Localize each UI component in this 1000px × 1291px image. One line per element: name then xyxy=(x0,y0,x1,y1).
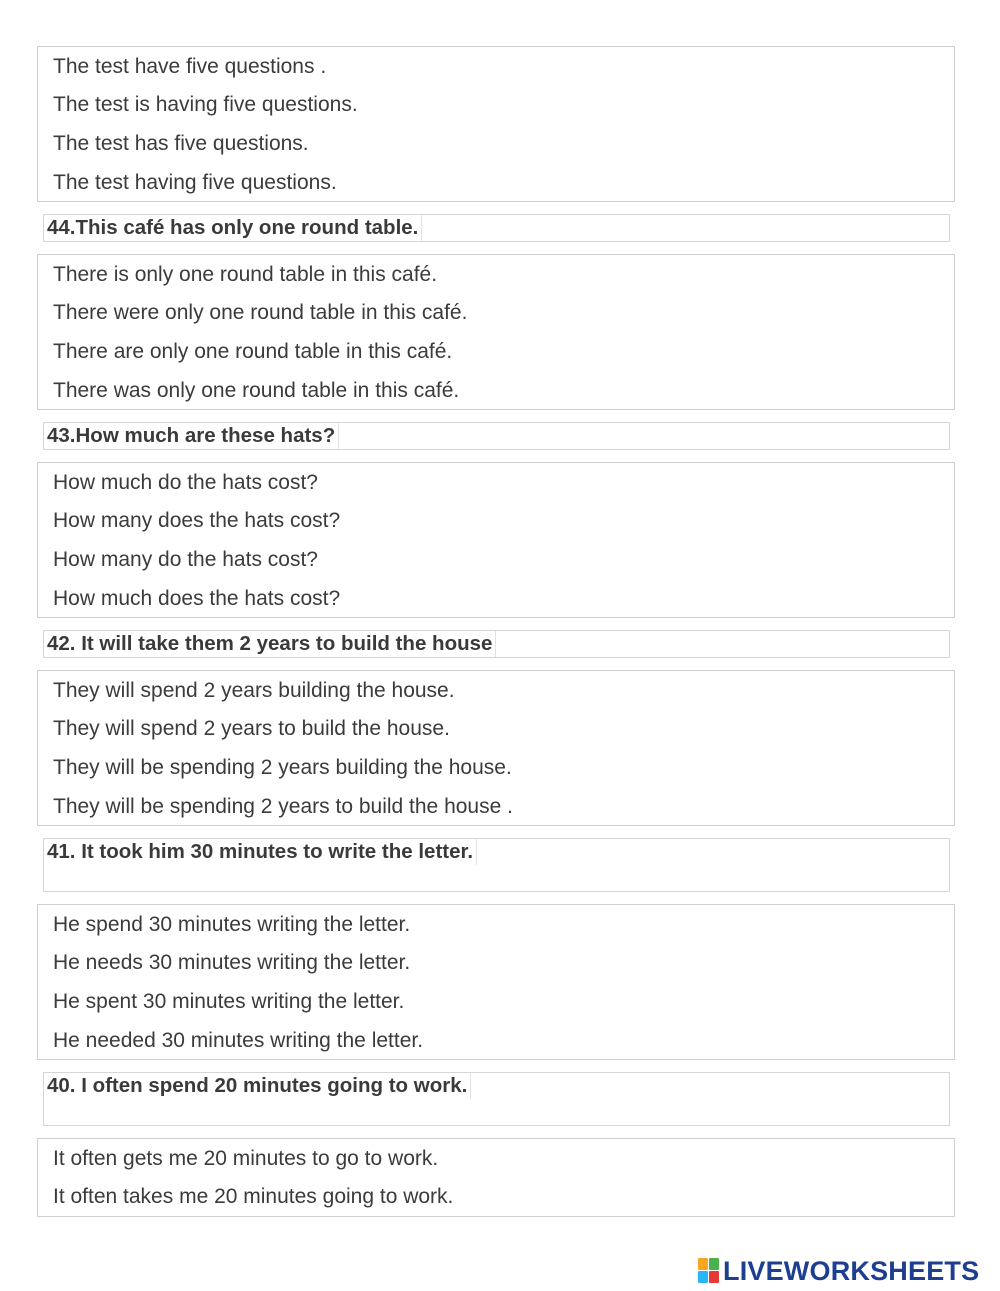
option-43-d[interactable]: How much does the hats cost? xyxy=(53,587,341,610)
options-box-42 xyxy=(37,670,955,826)
options-box-43 xyxy=(37,462,955,618)
question-42-text: 42. It will take them 2 years to build the house xyxy=(47,631,496,657)
option-44-d[interactable]: There was only one round table in this café. xyxy=(53,379,460,402)
option-42-c[interactable]: They will be spending 2 years building the house. xyxy=(53,756,512,779)
mark-square-l xyxy=(698,1258,708,1270)
option-41-b[interactable]: He needs 30 minutes writing the letter. xyxy=(53,951,411,974)
option-45-b[interactable]: The test is having five questions. xyxy=(53,93,358,116)
options-box-41 xyxy=(37,904,955,1060)
option-41-c[interactable]: He spent 30 minutes writing the letter. xyxy=(53,990,405,1013)
question-43-box xyxy=(43,422,950,450)
option-41-a[interactable]: He spend 30 minutes writing the letter. xyxy=(53,913,411,936)
option-45-d[interactable]: The test having five questions. xyxy=(53,171,337,194)
mark-square-i xyxy=(709,1258,719,1270)
option-43-c[interactable]: How many do the hats cost? xyxy=(53,548,318,571)
question-44-text: 44.This café has only one round table. xyxy=(47,215,422,241)
options-box-44 xyxy=(37,254,955,410)
option-41-d[interactable]: He needed 30 minutes writing the letter. xyxy=(53,1029,424,1052)
brand-wordmark: LIVEWORKSHEETS xyxy=(723,1255,980,1286)
option-44-a[interactable]: There is only one round table in this café. xyxy=(53,263,438,286)
option-43-b[interactable]: How many does the hats cost? xyxy=(53,509,341,532)
option-45-a[interactable]: The test have five questions . xyxy=(53,55,327,78)
option-43-a[interactable]: How much do the hats cost? xyxy=(53,471,318,494)
question-40-text: 40. I often spend 20 minutes going to work. xyxy=(47,1073,471,1099)
question-42-box xyxy=(43,630,950,658)
liveworksheets-logo xyxy=(698,1255,979,1287)
option-44-b[interactable]: There were only one round table in this café. xyxy=(53,301,468,324)
question-41-text: 41. It took him 30 minutes to write the letter. xyxy=(47,839,477,865)
option-42-a[interactable]: They will spend 2 years building the house. xyxy=(53,679,455,702)
mark-square-e xyxy=(709,1271,719,1283)
option-42-b[interactable]: They will spend 2 years to build the house. xyxy=(53,717,450,740)
question-43-text: 43.How much are these hats? xyxy=(47,423,339,449)
options-box-45 xyxy=(37,46,955,202)
question-41-box xyxy=(43,838,950,892)
options-box-40 xyxy=(37,1138,955,1217)
option-40-a[interactable]: It often gets me 20 minutes to go to work. xyxy=(53,1147,439,1170)
option-40-b[interactable]: It often takes me 20 minutes going to work. xyxy=(53,1185,454,1208)
question-44-box xyxy=(43,214,950,242)
question-40-box xyxy=(43,1072,950,1126)
option-44-c[interactable]: There are only one round table in this café. xyxy=(53,340,453,363)
option-42-d[interactable]: They will be spending 2 years to build the house . xyxy=(53,795,513,818)
option-45-c[interactable]: The test has five questions. xyxy=(53,132,309,155)
mark-square-v xyxy=(698,1271,708,1283)
liveworksheets-mark-icon xyxy=(698,1258,720,1284)
